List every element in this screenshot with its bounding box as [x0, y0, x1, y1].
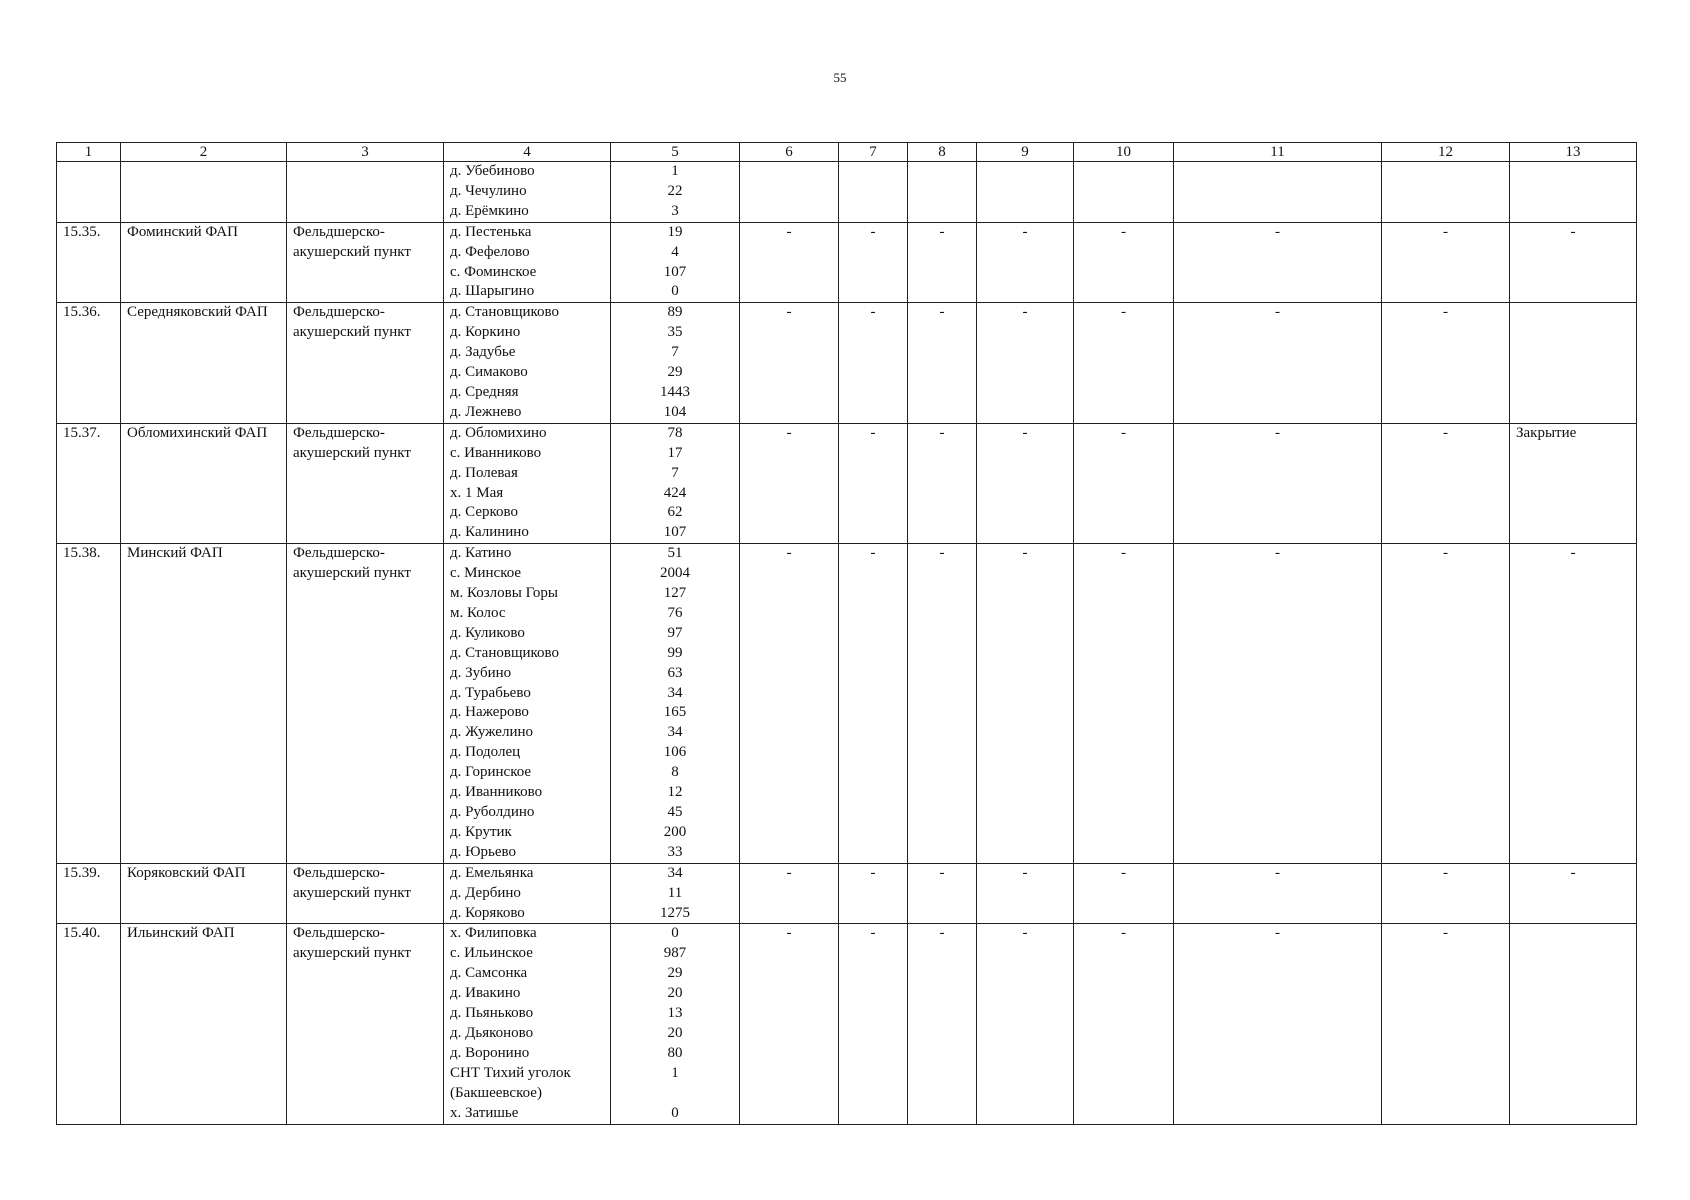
column-header: 9 — [977, 143, 1074, 162]
cell-col10: - — [1074, 544, 1174, 864]
column-header: 6 — [740, 143, 839, 162]
settlements-list: х. Филиповка с. Ильинское д. Самсонка д. Ивакино д. Пьяньково д. Дьяконово д. Воронино СНТ Тихий уголок (Бакшеевское) х. Затишье — [444, 924, 611, 1124]
cell-col6: - — [740, 303, 839, 423]
row-number: 15.38. — [57, 544, 121, 864]
cell-col8: - — [908, 924, 977, 1124]
cell-col6: - — [740, 544, 839, 864]
cell-col6 — [740, 162, 839, 223]
page-number: 55 — [833, 70, 847, 85]
settlements-list: д. Становщиково д. Коркино д. Задубье д. Симаково д. Средняя д. Лежнево — [444, 303, 611, 423]
cell-col6: - — [740, 863, 839, 924]
column-header: 1 — [57, 143, 121, 162]
cell-col13: - — [1510, 863, 1637, 924]
cell-col12: - — [1382, 222, 1510, 303]
cell-col8: - — [908, 222, 977, 303]
cell-col10: - — [1074, 924, 1174, 1124]
population-list: 34 11 1275 — [611, 863, 740, 924]
facility-name: Фоминский ФАП — [121, 222, 287, 303]
header-row — [57, 143, 1637, 162]
cell-col10: - — [1074, 222, 1174, 303]
table-row — [57, 544, 1637, 864]
column-header: 7 — [839, 143, 908, 162]
population-list: 0 987 29 20 13 20 80 1 0 — [611, 924, 740, 1124]
data-table — [56, 142, 1637, 1125]
table-row — [57, 423, 1637, 543]
settlements-list: д. Убебиново д. Чечулино д. Ерёмкино — [444, 162, 611, 223]
cell-col8: - — [908, 863, 977, 924]
cell-col6: - — [740, 222, 839, 303]
cell-col12 — [1382, 162, 1510, 223]
cell-col12: - — [1382, 303, 1510, 423]
cell-col13: - — [1510, 222, 1637, 303]
population-list: 89 35 7 29 1443 104 — [611, 303, 740, 423]
cell-col7: - — [839, 222, 908, 303]
column-header: 13 — [1510, 143, 1637, 162]
facility-name: Середняковский ФАП — [121, 303, 287, 423]
facility-name: Обломихинский ФАП — [121, 423, 287, 543]
cell-col9: - — [977, 423, 1074, 543]
facility-type: Фельдшерско-акушерский пункт — [287, 303, 444, 423]
cell-col13: - — [1510, 544, 1637, 864]
cell-col13 — [1510, 924, 1637, 1124]
row-number: 15.36. — [57, 303, 121, 423]
cell-col7: - — [839, 303, 908, 423]
cell-col7: - — [839, 924, 908, 1124]
row-number: 15.35. — [57, 222, 121, 303]
row-number: 15.40. — [57, 924, 121, 1124]
cell-col9 — [977, 162, 1074, 223]
cell-col11: - — [1174, 544, 1382, 864]
column-header: 3 — [287, 143, 444, 162]
cell-col11: - — [1174, 303, 1382, 423]
column-header: 12 — [1382, 143, 1510, 162]
column-header: 11 — [1174, 143, 1382, 162]
cell-col8 — [908, 162, 977, 223]
cell-col12: - — [1382, 863, 1510, 924]
cell-col11: - — [1174, 863, 1382, 924]
table-row — [57, 222, 1637, 303]
cell-col9: - — [977, 222, 1074, 303]
cell-col8: - — [908, 423, 977, 543]
cell-col7: - — [839, 544, 908, 864]
facility-type: Фельдшерско-акушерский пункт — [287, 863, 444, 924]
row-number: 15.39. — [57, 863, 121, 924]
settlements-list: д. Обломихино с. Иванниково д. Полевая х. 1 Мая д. Серково д. Калинино — [444, 423, 611, 543]
cell-col10: - — [1074, 863, 1174, 924]
facility-type: Фельдшерско-акушерский пункт — [287, 544, 444, 864]
column-header: 10 — [1074, 143, 1174, 162]
facility-name: Минский ФАП — [121, 544, 287, 864]
facility-name: Коряковский ФАП — [121, 863, 287, 924]
table-row — [57, 863, 1637, 924]
facility-name — [121, 162, 287, 223]
cell-col8: - — [908, 544, 977, 864]
settlements-list: д. Емельянка д. Дербино д. Коряково — [444, 863, 611, 924]
cell-col6: - — [740, 924, 839, 1124]
cell-col10: - — [1074, 423, 1174, 543]
cell-col7: - — [839, 423, 908, 543]
settlements-list: д. Пестенька д. Фефелово с. Фоминское д. Шарыгино — [444, 222, 611, 303]
cell-col9: - — [977, 924, 1074, 1124]
cell-col7 — [839, 162, 908, 223]
population-list: 1 22 3 — [611, 162, 740, 223]
cell-col9: - — [977, 303, 1074, 423]
facility-type — [287, 162, 444, 223]
facility-type: Фельдшерско-акушерский пункт — [287, 924, 444, 1124]
cell-col13: Закрытие — [1510, 423, 1637, 543]
population-list: 19 4 107 0 — [611, 222, 740, 303]
cell-col10: - — [1074, 303, 1174, 423]
cell-col9: - — [977, 863, 1074, 924]
cell-col13 — [1510, 303, 1637, 423]
cell-col12: - — [1382, 544, 1510, 864]
row-number — [57, 162, 121, 223]
facility-type: Фельдшерско-акушерский пункт — [287, 423, 444, 543]
cell-col11: - — [1174, 222, 1382, 303]
cell-col10 — [1074, 162, 1174, 223]
column-header: 4 — [444, 143, 611, 162]
row-number: 15.37. — [57, 423, 121, 543]
facility-name: Ильинский ФАП — [121, 924, 287, 1124]
table-row — [57, 303, 1637, 423]
cell-col11 — [1174, 162, 1382, 223]
population-list: 78 17 7 424 62 107 — [611, 423, 740, 543]
cell-col9: - — [977, 544, 1074, 864]
cell-col11: - — [1174, 423, 1382, 543]
cell-col6: - — [740, 423, 839, 543]
cell-col12: - — [1382, 924, 1510, 1124]
column-header: 5 — [611, 143, 740, 162]
population-list: 51 2004 127 76 97 99 63 34 165 34 106 8 12 45 200 33 — [611, 544, 740, 864]
settlements-list: д. Катино с. Минское м. Козловы Горы м. Колос д. Куликово д. Становщиково д. Зубино д. Турабьево д. Нажерово д. Жужелино д. Подолец д. Горинское д. Иванниково д. Руболдино д. Крутик д. Юрьево — [444, 544, 611, 864]
cell-col7: - — [839, 863, 908, 924]
cell-col13 — [1510, 162, 1637, 223]
cell-col11: - — [1174, 924, 1382, 1124]
cell-col12: - — [1382, 423, 1510, 543]
cell-col8: - — [908, 303, 977, 423]
column-header: 8 — [908, 143, 977, 162]
column-header: 2 — [121, 143, 287, 162]
table-row — [57, 924, 1637, 1124]
table-row — [57, 162, 1637, 223]
facility-type: Фельдшерско-акушерский пункт — [287, 222, 444, 303]
